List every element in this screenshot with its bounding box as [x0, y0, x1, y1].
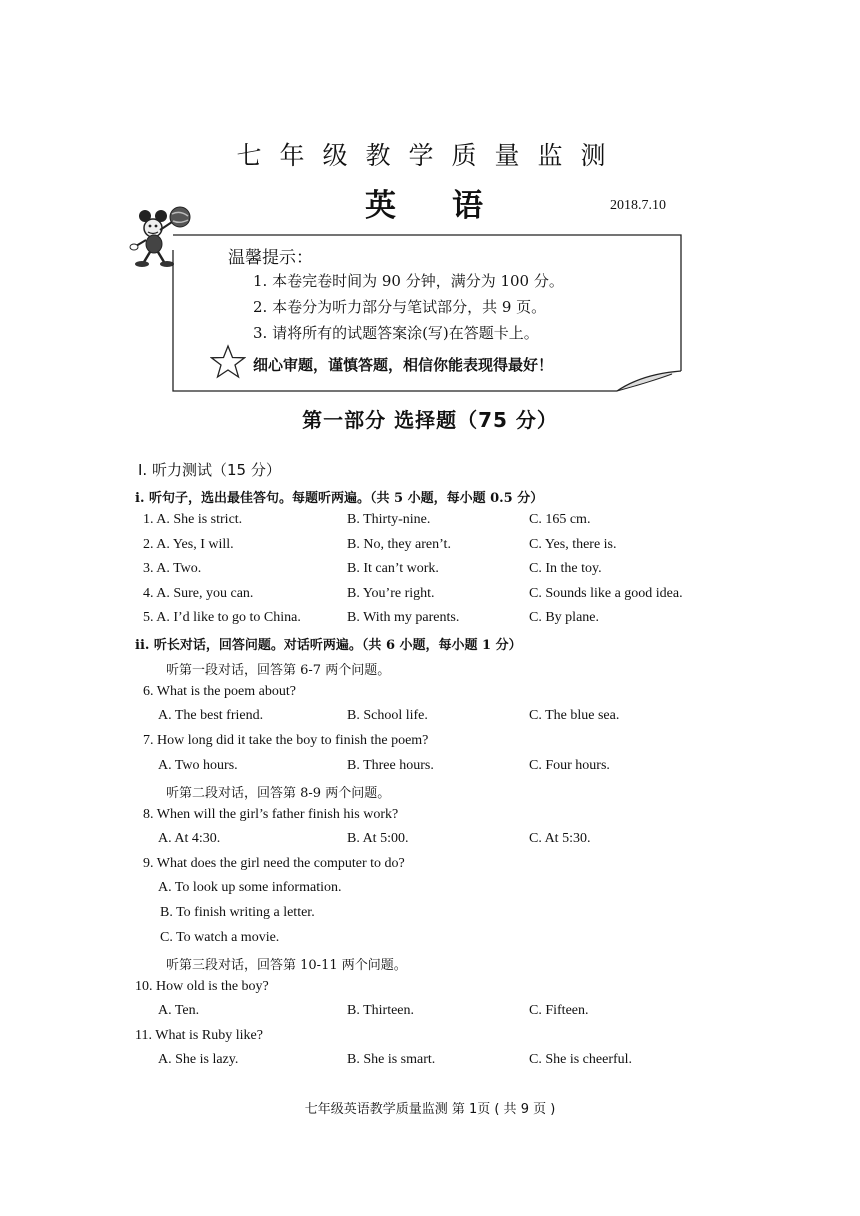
question-option: A. Ten.: [158, 1003, 200, 1018]
notice-encouragement: 细心审题，谨慎答题，相信你能表现得最好！: [253, 356, 554, 374]
subsection-title: i. 听句子，选出最佳答句。每题听两遍。（共 5 小题，每小题 0.5 分）: [135, 491, 544, 506]
question-option: C. Sounds like a good idea.: [529, 586, 683, 601]
question-option: B. Thirty-nine.: [347, 512, 431, 527]
question-option: A. At 4:30.: [158, 831, 221, 846]
exam-title: 七年级教学质量监测: [236, 141, 624, 170]
question-option: 5. A. I’d like to go to China.: [143, 610, 301, 625]
question-option: A. The best friend.: [158, 708, 264, 723]
question-option: C. She is cheerful.: [529, 1052, 633, 1067]
section-title: Ⅰ. 听力测试（15 分）: [138, 461, 281, 479]
question-stem: 6. What is the poem about?: [143, 684, 296, 699]
notice-item: 1. 本卷完卷时间为 90 分钟，满分为 100 分。: [253, 272, 564, 290]
question-option: C. Four hours.: [529, 758, 610, 773]
dialog-intro: 听第二段对话，回答第 8-9 两个问题。: [166, 786, 391, 801]
question-option: 2. A. Yes, I will.: [143, 537, 234, 552]
question-option: B. Thirteen.: [347, 1003, 415, 1018]
notice-item: 3. 请将所有的试题答案涂(写)在答题卡上。: [253, 324, 539, 342]
question-stem: 11. What is Ruby like?: [135, 1028, 263, 1043]
question-option: B. She is smart.: [347, 1052, 436, 1067]
question-option: B. At 5:00.: [347, 831, 409, 846]
question-option: C. Fifteen.: [529, 1003, 589, 1018]
question-option: 1. A. She is strict.: [143, 512, 243, 527]
question-option: B. To finish writing a letter.: [160, 905, 315, 920]
question-stem: 9. What does the girl need the computer to do?: [143, 856, 405, 871]
dialog-intro: 听第一段对话，回答第 6-7 两个问题。: [166, 663, 391, 678]
question-option: B. With my parents.: [347, 610, 460, 625]
question-option: A. She is lazy.: [158, 1052, 239, 1067]
question-option: 3. A. Two.: [143, 561, 202, 576]
question-option: C. In the toy.: [529, 561, 602, 576]
question-option: B. School life.: [347, 708, 428, 723]
notice-item: 2. 本卷分为听力部分与笔试部分，共 9 页。: [253, 298, 547, 316]
question-option: B. No, they aren’t.: [347, 537, 451, 552]
question-option: B. You’re right.: [347, 586, 435, 601]
subject-title: 英语: [365, 188, 539, 224]
subsection-title: ii. 听长对话，回答问题。对话听两遍。（共 6 小题，每小题 1 分）: [135, 638, 522, 653]
part-title: 第一部分 选择题（75 分）: [302, 408, 558, 432]
question-option: A. To look up some information.: [158, 880, 342, 895]
question-option: A. Two hours.: [158, 758, 238, 773]
question-option: C. At 5:30.: [529, 831, 591, 846]
question-option: 4. A. Sure, you can.: [143, 586, 254, 601]
exam-date: 2018.7.10: [610, 198, 666, 213]
notice-title: 温馨提示：: [228, 248, 313, 268]
star-icon: [210, 344, 246, 380]
question-stem: 10. How old is the boy?: [135, 979, 269, 994]
question-option: C. By plane.: [529, 610, 599, 625]
question-option: C. 165 cm.: [529, 512, 591, 527]
question-option: C. Yes, there is.: [529, 537, 617, 552]
question-stem: 7. How long did it take the boy to finish the poem?: [143, 733, 429, 748]
question-option: B. Three hours.: [347, 758, 434, 773]
page-footer: 七年级英语教学质量监测 第 1页 ( 共 9 页 ): [304, 1102, 556, 1117]
question-option: B. It can’t work.: [347, 561, 439, 576]
question-stem: 8. When will the girl’s father finish his work?: [143, 807, 399, 822]
dialog-intro: 听第三段对话，回答第 10-11 两个问题。: [166, 958, 407, 973]
question-option: C. The blue sea.: [529, 708, 620, 723]
question-option: C. To watch a movie.: [160, 930, 280, 945]
